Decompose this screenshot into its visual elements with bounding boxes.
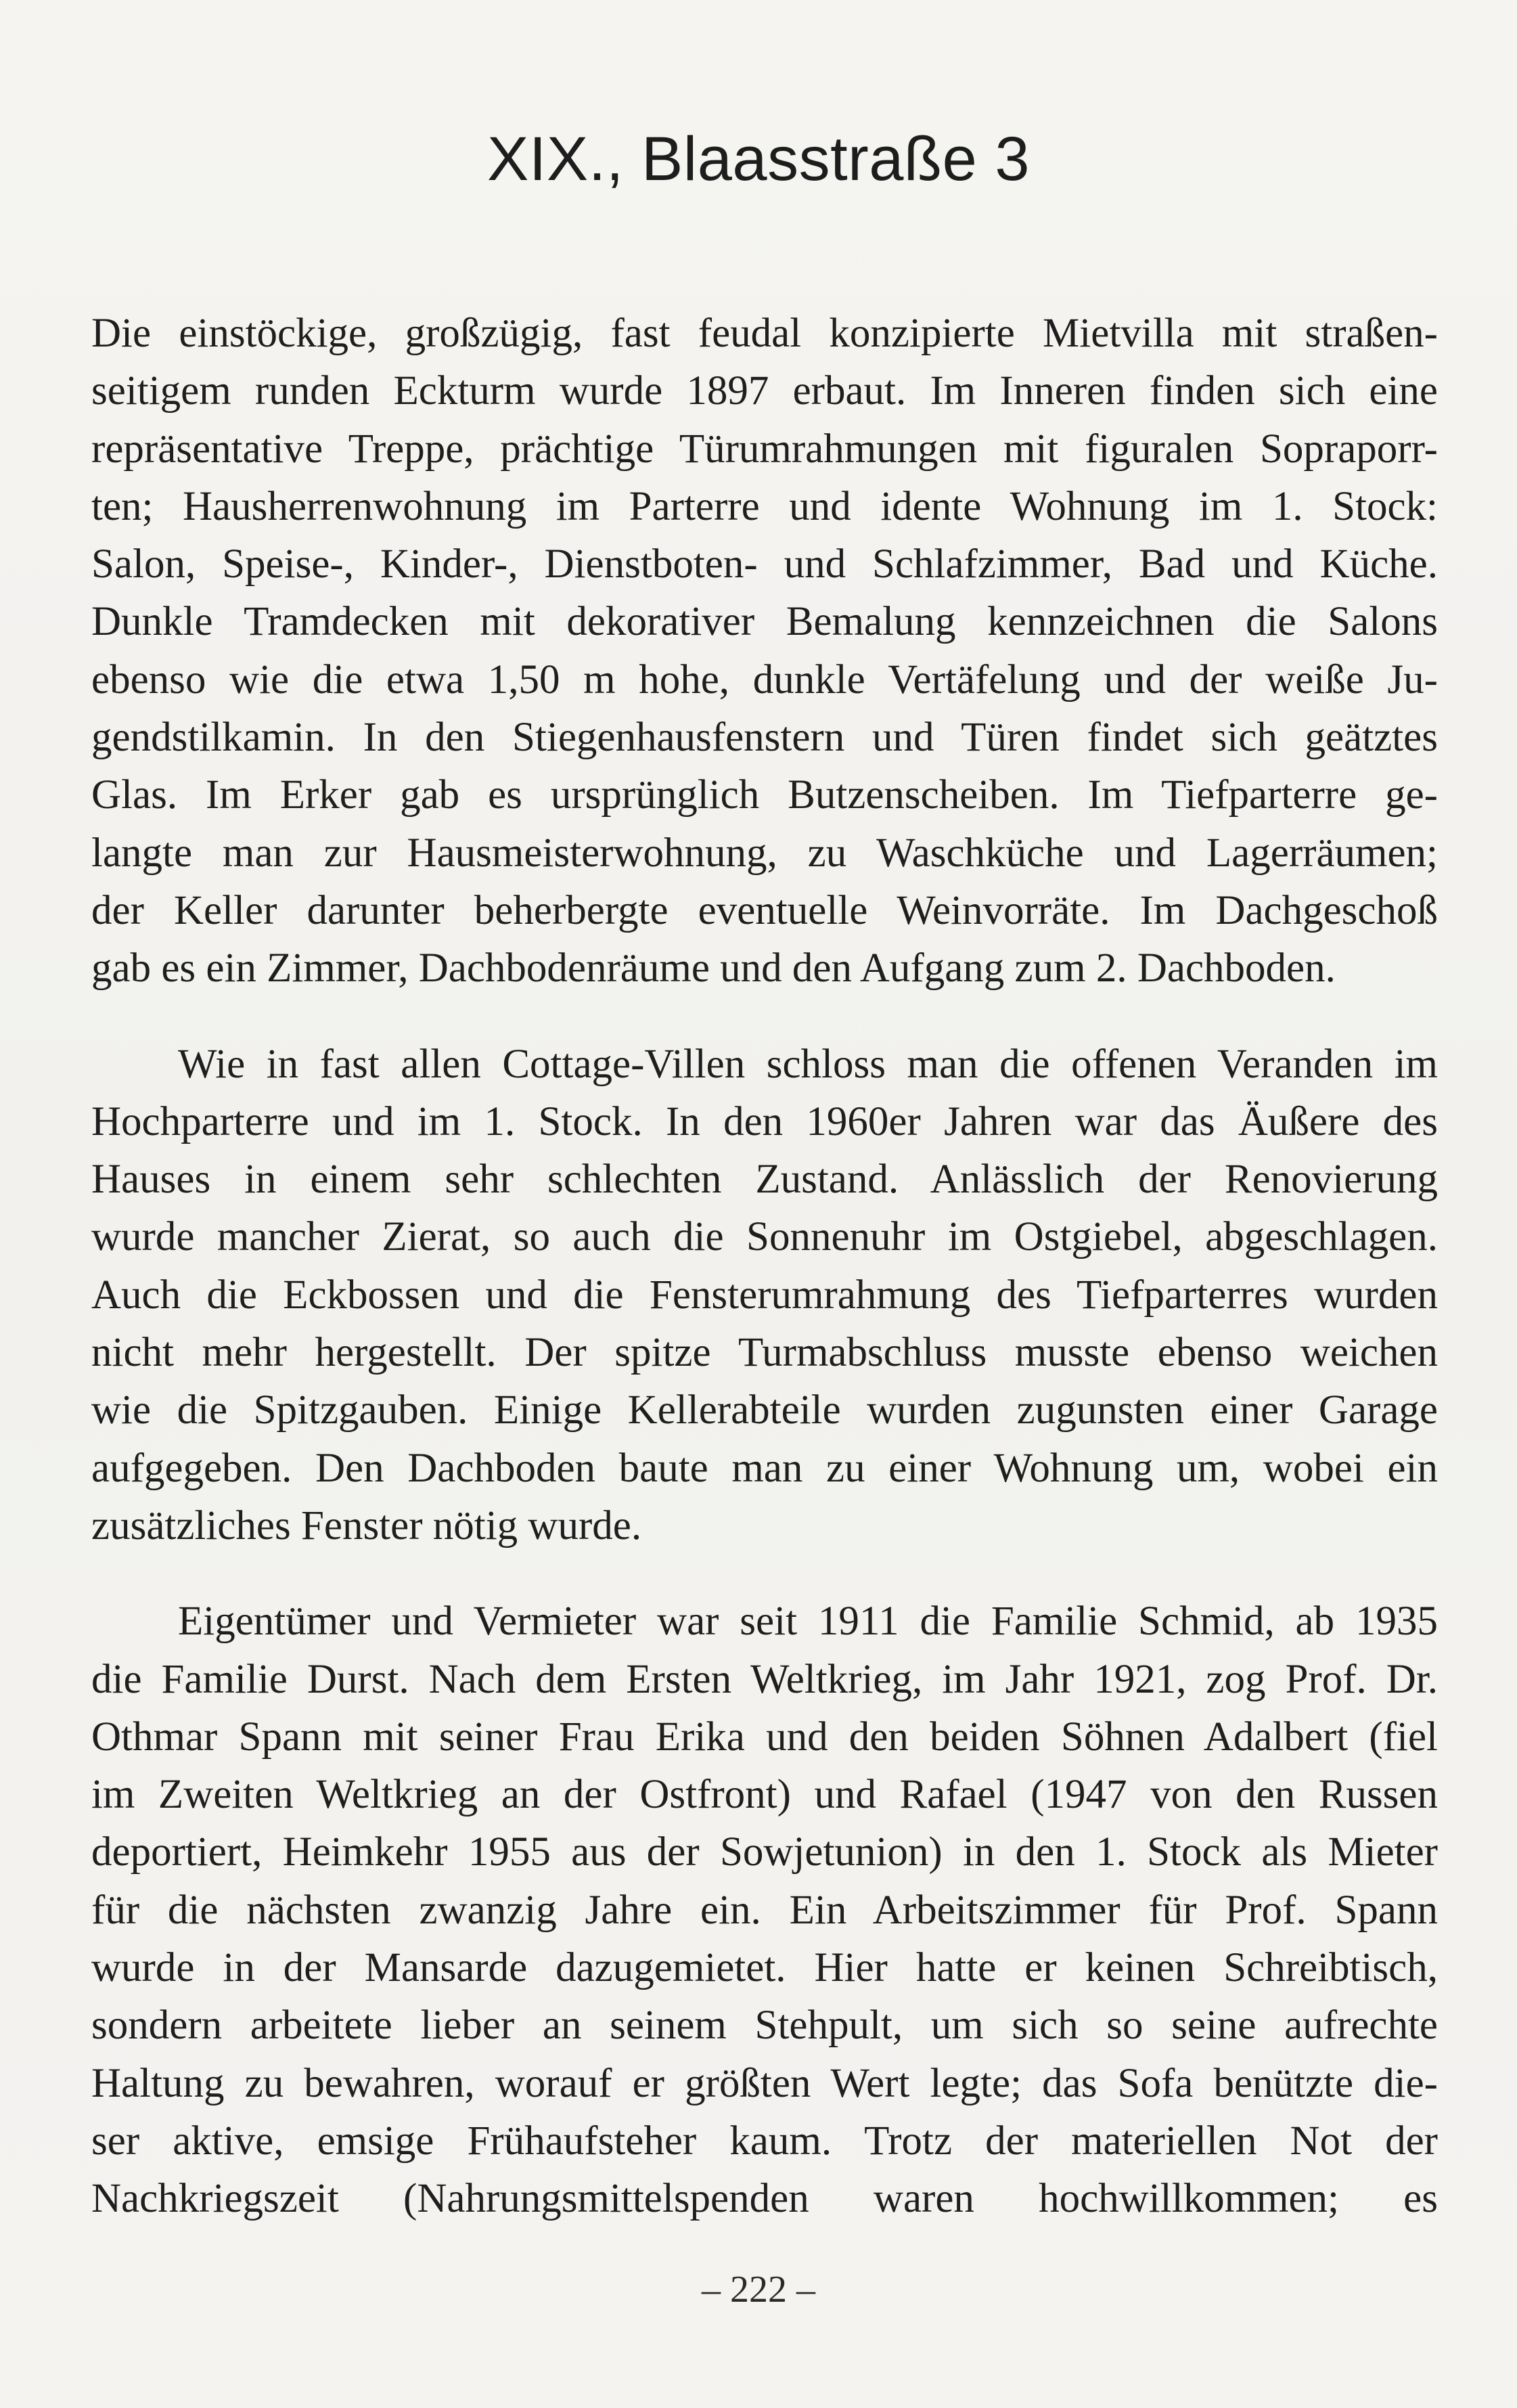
text-line: nicht mehr hergestellt. Der spitze Turmabschluss musste ebenso weichen xyxy=(91,1330,1438,1376)
text-line: Auch die Eckbossen und die Fensterumrahmung des Tiefparterres wurden xyxy=(91,1272,1438,1318)
text-line: wie die Spitzgauben. Einige Kellerabteile wurden zugunsten einer Garage xyxy=(91,1387,1438,1433)
text-line: ten; Hausherrenwohnung im Parterre und idente Wohnung im 1. Stock: xyxy=(91,483,1438,529)
text-line: Othmar Spann mit seiner Frau Erika und den beiden Söhnen Adalbert (fiel xyxy=(91,1714,1438,1760)
text-line: aufgegeben. Den Dachboden baute man zu einer Wohnung um, wobei ein xyxy=(91,1445,1438,1491)
paragraph-gap xyxy=(91,1555,1438,1592)
text-line: wurde mancher Zierat, so auch die Sonnenuhr im Ostgiebel, abgeschlagen. xyxy=(91,1214,1438,1260)
text-line: Wie in fast allen Cottage-Villen schloss man die offenen Veranden im xyxy=(178,1041,1438,1087)
text-line: gendstilkamin. In den Stiegenhausfenstern und Türen findet sich geätztes xyxy=(91,715,1438,761)
text-line: im Zweiten Weltkrieg an der Ostfront) und Rafael (1947 von den Russen xyxy=(91,1772,1438,1818)
paragraph-gap xyxy=(91,998,1438,1035)
text-line: für die nächsten zwanzig Jahre ein. Ein Arbeitszimmer für Prof. Spann xyxy=(91,1887,1438,1933)
page-title: XIX., Blaasstraße 3 xyxy=(486,125,1031,194)
paragraph-2 xyxy=(91,1035,1438,1555)
text-line: der Keller darunter beherbergte eventuelle Weinvorräte. Im Dachgeschoß xyxy=(91,887,1438,933)
text-line: repräsentative Treppe, prächtige Türumrahmungen mit figuralen Sopraporr- xyxy=(91,426,1438,472)
text-line: Die einstöckige, großzügig, fast feudal konzipierte Mietvilla mit straßen- xyxy=(91,311,1438,356)
paragraph-1 xyxy=(91,305,1438,998)
paragraph-3 xyxy=(91,1592,1438,2227)
text-line: langte man zur Hausmeisterwohnung, zu Waschküche und Lagerräumen; xyxy=(91,830,1438,876)
page-number: – 222 – xyxy=(702,2269,815,2311)
text-line: deportiert, Heimkehr 1955 aus der Sowjetunion) in den 1. Stock als Mieter xyxy=(91,1829,1438,1875)
text-line: ebenso wie die etwa 1,50 m hohe, dunkle Vertäfelung und der weiße Ju- xyxy=(91,656,1438,703)
text-line: sondern arbeitete lieber an seinem Stehpult, um sich so seine aufrechte xyxy=(91,2003,1438,2049)
text-line: zusätzliches Fenster nötig wurde. xyxy=(91,1502,642,1548)
text-line: die Familie Durst. Nach dem Ersten Weltkrieg, im Jahr 1921, zog Prof. Dr. xyxy=(91,1656,1438,1702)
text-line: gab es ein Zimmer, Dachbodenräume und den Aufgang zum 2. Dachboden. xyxy=(91,945,1336,991)
text-line: Hochparterre und im 1. Stock. In den 1960er Jahren war das Äußere des xyxy=(91,1098,1438,1144)
text-line: Hauses in einem sehr schlechten Zustand. Anlässlich der Renovierung xyxy=(91,1157,1438,1203)
text-line: wurde in der Mansarde dazugemietet. Hier hatte er keinen Schreibtisch, xyxy=(91,1945,1438,1991)
text-line: Salon, Speise-, Kinder-, Dienstboten- und Schlafzimmer, Bad und Küche. xyxy=(91,541,1438,587)
text-line: seitigem runden Eckturm wurde 1897 erbaut. Im Inneren finden sich eine xyxy=(91,368,1438,414)
text-line: Haltung zu bewahren, worauf er größten Wert legte; das Sofa benützte die- xyxy=(91,2060,1438,2106)
text-line: Dunkle Tramdecken mit dekorativer Bemalung kennzeichnen die Salons xyxy=(91,599,1438,645)
text-line: Nachkriegszeit (Nahrungsmittelspenden waren hochwillkommen; es xyxy=(91,2176,1438,2222)
text-line: Glas. Im Erker gab es ursprünglich Butzenscheiben. Im Tiefparterre ge- xyxy=(91,772,1438,818)
text-line: Eigentümer und Vermieter war seit 1911 die Familie Schmid, ab 1935 xyxy=(178,1599,1438,1645)
text-line: ser aktive, emsige Frühaufsteher kaum. Trotz der materiellen Not der xyxy=(91,2118,1438,2164)
body-text xyxy=(91,305,1438,2228)
